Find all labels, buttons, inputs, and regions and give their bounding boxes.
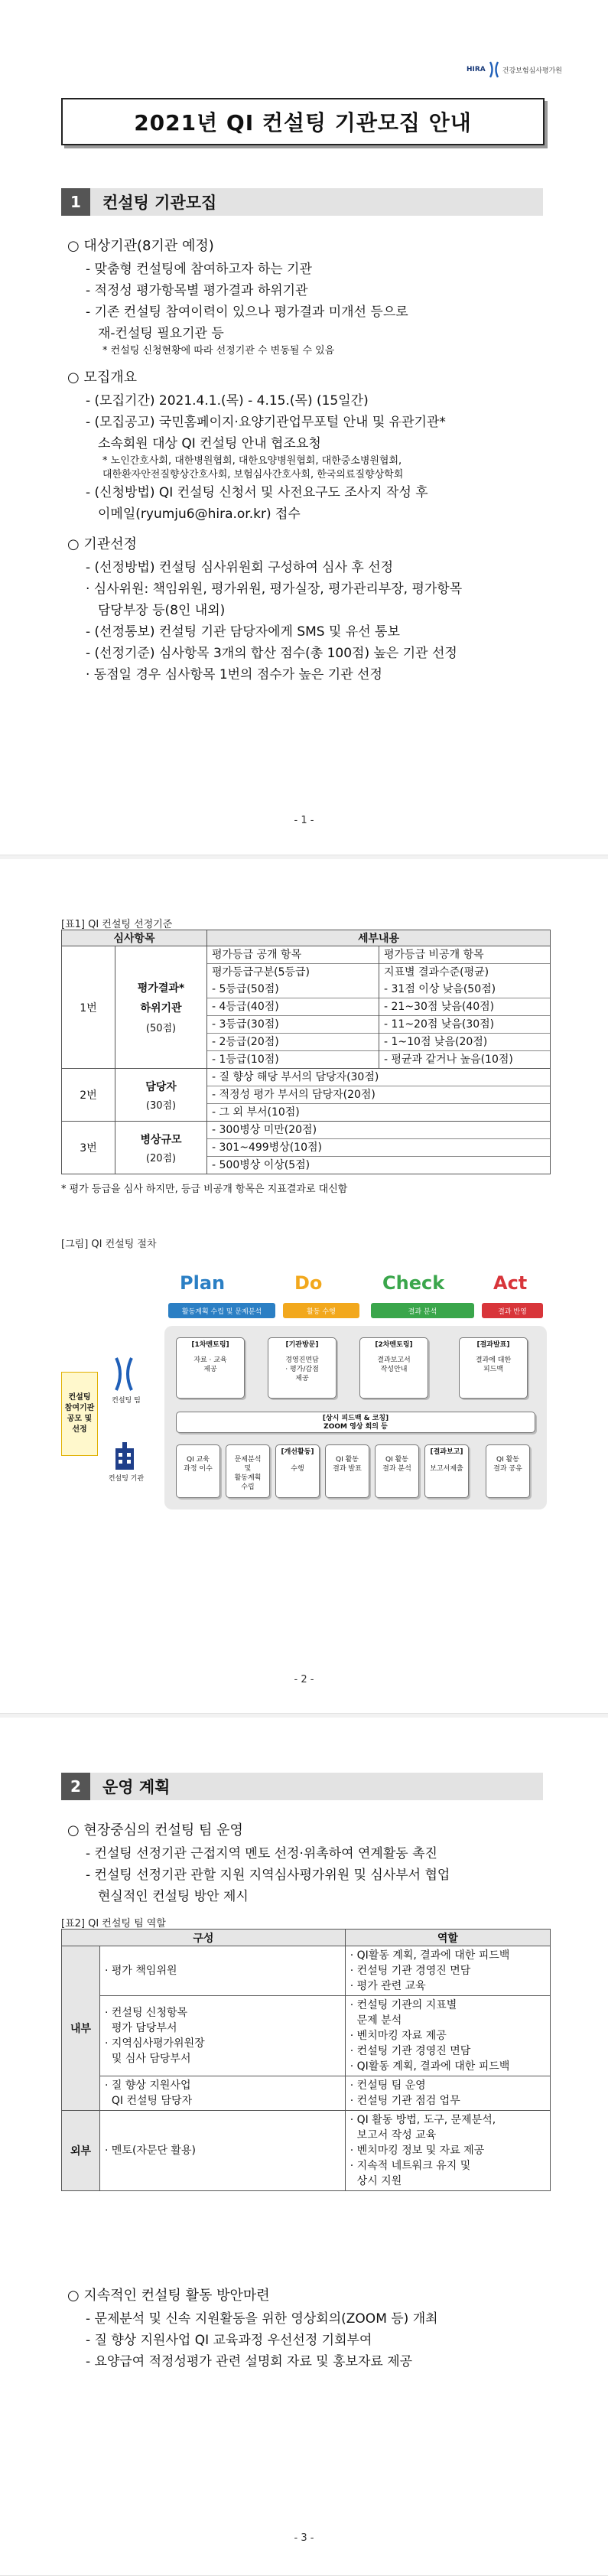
page-3-body-bottom <box>67 2284 557 2372</box>
step-title: [1차멘토링] <box>191 1341 229 1349</box>
col-header-composition: 구성 <box>62 1930 346 1946</box>
role-line: 상시 지원 <box>350 2175 402 2187</box>
bottom-step-box <box>176 1444 220 1498</box>
footnote-item: * 컨설팅 신청현황에 따라 선정기관 수 변동될 수 있음 <box>102 345 335 357</box>
top-step-box <box>176 1337 245 1399</box>
bottom-step-box <box>424 1444 469 1498</box>
row1-private-items <box>379 946 551 1069</box>
team-label: 컨설팅 팀 <box>112 1397 141 1405</box>
hira-logo <box>467 61 562 78</box>
page-number: - 1 - <box>294 815 314 826</box>
criteria-item: - 그 외 부서(10점) <box>207 1103 550 1121</box>
role-line: · QI활동 계획, 결과에 대한 피드백 <box>350 2060 510 2073</box>
chip-plan: 활동계획 수립 및 문제분석 <box>168 1303 275 1318</box>
list-item: - (선정방법) 컨설팅 심사위원회 구성하여 심사 후 선정 <box>86 560 394 575</box>
role-line: · 컨설팅 기관 점검 업무 <box>350 2095 460 2107</box>
row3-name: 병상규모 <box>140 1133 182 1146</box>
criteria-item: - 300병상 미만(20점) <box>212 1124 317 1136</box>
bottom-step-box <box>375 1444 419 1498</box>
top-step-box <box>459 1337 528 1399</box>
bottom-step-box <box>226 1444 270 1498</box>
row2-name: 담당자 <box>145 1080 177 1093</box>
step-title: [결과보고] <box>430 1448 463 1456</box>
heading-item: ○ 대상기관(8기관 예정) <box>67 238 214 254</box>
page-2 <box>0 859 608 1714</box>
bottom-step-box <box>275 1444 320 1498</box>
criteria-item: - 2등급(20점) <box>207 1033 379 1050</box>
page-3 <box>0 1718 608 2576</box>
criteria-item: - 500병상 이상(5점) <box>207 1156 550 1174</box>
row2-score: (30점) <box>145 1099 177 1112</box>
role-line: · 벤치마킹 자료 제공 <box>350 2030 447 2042</box>
logo-text: HIRA <box>466 66 486 73</box>
step-body: 결과에 대한 피드백 <box>475 1356 512 1373</box>
step-body: QI 활동 결과 분석 <box>382 1456 411 1473</box>
table-2-caption: [표2] QI 컨설팅 팀 역할 <box>61 1918 166 1930</box>
section-title: 컨설팅 기관모집 <box>90 188 543 216</box>
chip-check: 결과 분석 <box>371 1303 474 1318</box>
col-header-criteria: 심사항목 <box>62 930 207 946</box>
role-cell <box>345 1946 550 1996</box>
list-item: - (신청방법) QI 컨설팅 신청서 및 사전요구도 조사지 작성 후 <box>86 485 428 500</box>
step-title: [2차멘토링] <box>375 1341 413 1349</box>
private-sub: 지표별 결과수준(평균) <box>379 963 550 981</box>
participant-selection-box: 컨설팅 참여기관 공모 및 선정 <box>61 1372 98 1456</box>
public-head-text: 평가등급 공개 항목 <box>212 949 302 961</box>
role-line: · 지속적 네트워크 유지 및 <box>350 2160 471 2172</box>
criteria-item: - 평균과 같거나 높음(10점) <box>379 1050 550 1068</box>
step-body: 보고서제출 <box>430 1465 463 1473</box>
list-item: - (모집공고) 국민홈페이지·요양기관업무포털 안내 및 유관기관* <box>86 415 446 430</box>
heading-item: ○ 모집개요 <box>67 370 137 386</box>
col-header-detail: 세부내용 <box>207 930 551 946</box>
row1-number: 1번 <box>62 946 115 1069</box>
document-title-box <box>61 98 545 145</box>
criteria-item: - 21~30점 낮음(40점) <box>379 998 550 1015</box>
role-line: · QI활동 계획, 결과에 대한 피드백 <box>350 1949 510 1962</box>
page-1 <box>0 0 608 855</box>
row1-criterion <box>115 946 207 1069</box>
role-cell <box>345 2076 550 2111</box>
member-line: 평가 담당부서 <box>105 2022 177 2034</box>
bottom-step-box <box>325 1444 369 1498</box>
row3-items <box>207 1122 551 1174</box>
role-cell <box>345 1996 550 2076</box>
row1-score: (50점) <box>145 1023 177 1034</box>
member-cell <box>100 1996 346 2076</box>
role-line: 보고서 작성 교육 <box>350 2129 437 2141</box>
phase-do: Do <box>294 1272 323 1294</box>
footnote-item: 대한환자안전질향상간호사회, 보험심사간호사회, 한국의료질향상학회 <box>102 469 404 480</box>
table-row <box>62 2111 551 2191</box>
step-body: 문제분석 및 활동계획 수립 <box>234 1456 262 1491</box>
group-label-external: 외부 <box>62 2111 100 2191</box>
table-row <box>62 2076 551 2111</box>
heading-item: ○ 현장중심의 컨설팅 팀 운영 <box>67 1822 243 1838</box>
row2-items <box>207 1069 551 1122</box>
list-item: - 질 향상 지원사업 QI 교육과정 우선선정 기회부여 <box>86 2333 372 2348</box>
feedback-coaching-bar: [상시 피드백 & 코칭] ZOOM 영상 회의 등 <box>176 1412 535 1433</box>
step-title: [개선활동] <box>281 1448 314 1456</box>
role-line: · 컨설팅 기관의 지표별 <box>350 1999 457 2011</box>
step-title: [기관방문] <box>285 1341 319 1349</box>
section-2-header <box>61 1773 543 1800</box>
logo-org: 건강보험심사평가원 <box>502 67 562 75</box>
private-head-text: 평가등급 비공개 항목 <box>384 949 484 961</box>
group-label-internal: 내부 <box>62 1946 100 2111</box>
member-line: · 질 향상 지원사업 <box>105 2079 191 2092</box>
table-1-caption: [표1] QI 컨설팅 선정기준 <box>61 919 173 930</box>
criteria-item: - 11~20점 낮음(30점) <box>379 1015 550 1033</box>
step-body: 자료 · 교육 제공 <box>193 1356 227 1373</box>
row2-criterion <box>115 1069 207 1122</box>
table-row <box>62 1996 551 2076</box>
member-line: QI 컨설팅 담당자 <box>105 2095 193 2107</box>
criteria-item: - 4등급(40점) <box>207 998 379 1015</box>
step-body: QI 교육 과정 이수 <box>184 1456 213 1473</box>
list-item: 이메일(ryumju6@hira.or.kr) 접수 <box>98 506 301 522</box>
list-item: - (선정기준) 심사항목 3개의 합산 점수(총 100점) 높은 기관 선정 <box>86 646 457 661</box>
top-step-box <box>359 1337 428 1399</box>
list-item: - 컨설팅 선정기관 근접지역 멘토 선정·위촉하여 연계활동 촉진 <box>86 1846 437 1861</box>
row3-criterion <box>115 1122 207 1174</box>
criteria-item: - 5등급(50점) <box>212 983 279 995</box>
row1-name: 평가결과* <box>137 982 185 995</box>
table-row <box>62 1946 551 1996</box>
team-roles-table <box>61 1929 551 2191</box>
page-number: - 2 - <box>294 1674 314 1685</box>
chip-act: 결과 반영 <box>482 1303 543 1318</box>
step-body: 결과보고서 작성안내 <box>377 1356 411 1373</box>
list-item: 담당부장 등(8인 내외) <box>98 603 226 618</box>
member-cell <box>100 1946 346 1996</box>
top-step-box <box>268 1337 337 1399</box>
role-cell <box>345 2111 550 2191</box>
section-1-header <box>61 188 543 216</box>
footnote-item: * 노인간호사회, 대한병원협회, 대한요양병원협회, 대한중소병원협회, <box>102 455 402 467</box>
role-line: 문제 분석 <box>350 2014 402 2027</box>
phase-act: Act <box>493 1272 528 1294</box>
section-number: 1 <box>61 188 90 216</box>
member-line: · 멘토(자문단 활용) <box>105 2144 196 2157</box>
role-line: · 컨설팅 기관 경영진 면담 <box>350 2045 471 2057</box>
phase-plan: Plan <box>180 1272 226 1294</box>
section-number: 2 <box>61 1773 90 1800</box>
list-item: - 문제분석 및 신속 지원활동을 위한 영상회의(ZOOM 등) 개최 <box>86 2311 438 2327</box>
criteria-item: - 31점 이상 낮음(50점) <box>384 983 496 995</box>
list-item: 소속회원 대상 QI 컨설팅 안내 협조요청 <box>98 436 321 451</box>
list-item: - (선정통보) 컨설팅 기관 담당자에게 SMS 및 유선 통보 <box>86 624 400 640</box>
phase-check: Check <box>382 1272 445 1294</box>
row3-number: 3번 <box>62 1122 115 1174</box>
public-list <box>207 981 379 1068</box>
table-1-note: * 평가 등급을 심사 하지만, 등급 비공개 항목은 지표결과로 대신함 <box>61 1184 348 1195</box>
list-item: - 기존 컨설팅 참여이력이 있으나 평가결과 미개선 등으로 <box>86 304 408 320</box>
private-head <box>379 946 550 963</box>
institution-label: 컨설팅 기관 <box>108 1475 145 1483</box>
list-item: 현실적인 컨설팅 방안 제시 <box>98 1889 249 1904</box>
member-line: · 컨설팅 신청항목 <box>105 2007 188 2019</box>
step-body: 수행 <box>291 1465 304 1473</box>
role-line: · 벤치마킹 정보 및 자료 제공 <box>350 2144 485 2157</box>
list-item: · 심사위원: 책임위원, 평가위원, 평가실장, 평가관리부장, 평가항목 <box>86 581 463 597</box>
page-3-body-top <box>67 1819 557 1907</box>
figure-caption: [그림] QI 컨설팅 절차 <box>61 1239 157 1250</box>
spacer <box>67 525 557 532</box>
row2-number: 2번 <box>62 1069 115 1122</box>
member-line: · 지역심사평가위원장 <box>105 2037 205 2050</box>
step-body: 경영진면담 · 평가/감점 제공 <box>285 1356 319 1382</box>
criteria-item: - 3등급(30점) <box>207 1015 379 1033</box>
qi-process-diagram <box>61 1272 551 1525</box>
list-item: · 동점일 경우 심사항목 1번의 점수가 높은 기관 선정 <box>86 667 382 682</box>
heading-item: ○ 지속적인 컨설팅 활동 방안마련 <box>67 2288 270 2304</box>
bottom-step-box <box>486 1444 530 1498</box>
criteria-item: - 1등급(10점) <box>207 1050 379 1068</box>
criteria-item: - 적정성 평가 부서의 담당자(20점) <box>207 1086 550 1103</box>
step-title: [결과발표] <box>476 1341 510 1349</box>
criteria-item: - 질 향상 해당 부서의 담당자(30점) <box>212 1071 379 1083</box>
member-cell <box>100 2076 346 2111</box>
member-line: · 평가 책임위원 <box>105 1965 177 1977</box>
section-title: 운영 계획 <box>90 1773 543 1800</box>
role-line: · 컨설팅 기관 경영진 면담 <box>350 1965 471 1977</box>
page-1-body <box>67 234 557 686</box>
selection-criteria-table <box>61 930 551 1174</box>
private-list <box>379 981 550 1068</box>
public-head <box>207 946 379 963</box>
consulting-team-icon <box>113 1356 135 1392</box>
role-line: · QI 활동 방법, 도구, 문제분석, <box>350 2114 496 2126</box>
public-sub: 평가등급구분(5등급) <box>207 963 379 981</box>
member-line: 및 심사 담당부서 <box>105 2053 191 2065</box>
criteria-item: - 1~10점 낮음(20점) <box>379 1033 550 1050</box>
role-line: · 컨설팅 팀 운영 <box>350 2079 426 2092</box>
row1-name2: 하위기관 <box>140 1002 182 1014</box>
list-item: - 맞춤형 컨설팅에 참여하고자 하는 기관 <box>86 262 312 277</box>
heading-item: ○ 기관선정 <box>67 536 137 552</box>
member-cell <box>100 2111 346 2191</box>
hospital-icon <box>113 1442 136 1470</box>
list-item: - 컨설팅 선정기관 관할 지원 지역심사평가위원 및 심사부서 협업 <box>86 1868 450 1883</box>
hira-mark-icon <box>489 61 499 78</box>
spacer <box>67 358 557 366</box>
step-body: QI 활동 결과 발표 <box>333 1456 362 1473</box>
list-item: 재-컨설팅 필요기관 등 <box>98 326 224 341</box>
role-line: · 평가 관련 교육 <box>350 1980 426 1992</box>
list-item: - (모집기간) 2021.4.1.(목) - 4.15.(목) (15일간) <box>86 393 369 409</box>
chip-do: 활동 수행 <box>283 1303 359 1318</box>
list-item: - 적정성 평가항목별 평가결과 하위기관 <box>86 283 308 298</box>
step-body: QI 활동 결과 공유 <box>493 1456 522 1473</box>
page-number: - 3 - <box>294 2532 314 2544</box>
col-header-role: 역할 <box>345 1930 550 1946</box>
row1-public-items <box>207 946 379 1069</box>
list-item: - 요양급여 적정성평가 관련 설명회 자료 및 홍보자료 제공 <box>86 2354 413 2369</box>
document-title: 2021년 QI 컨설팅 기관모집 안내 <box>134 110 472 135</box>
criteria-item: - 301~499병상(10점) <box>207 1138 550 1156</box>
row3-score: (20점) <box>145 1152 177 1164</box>
